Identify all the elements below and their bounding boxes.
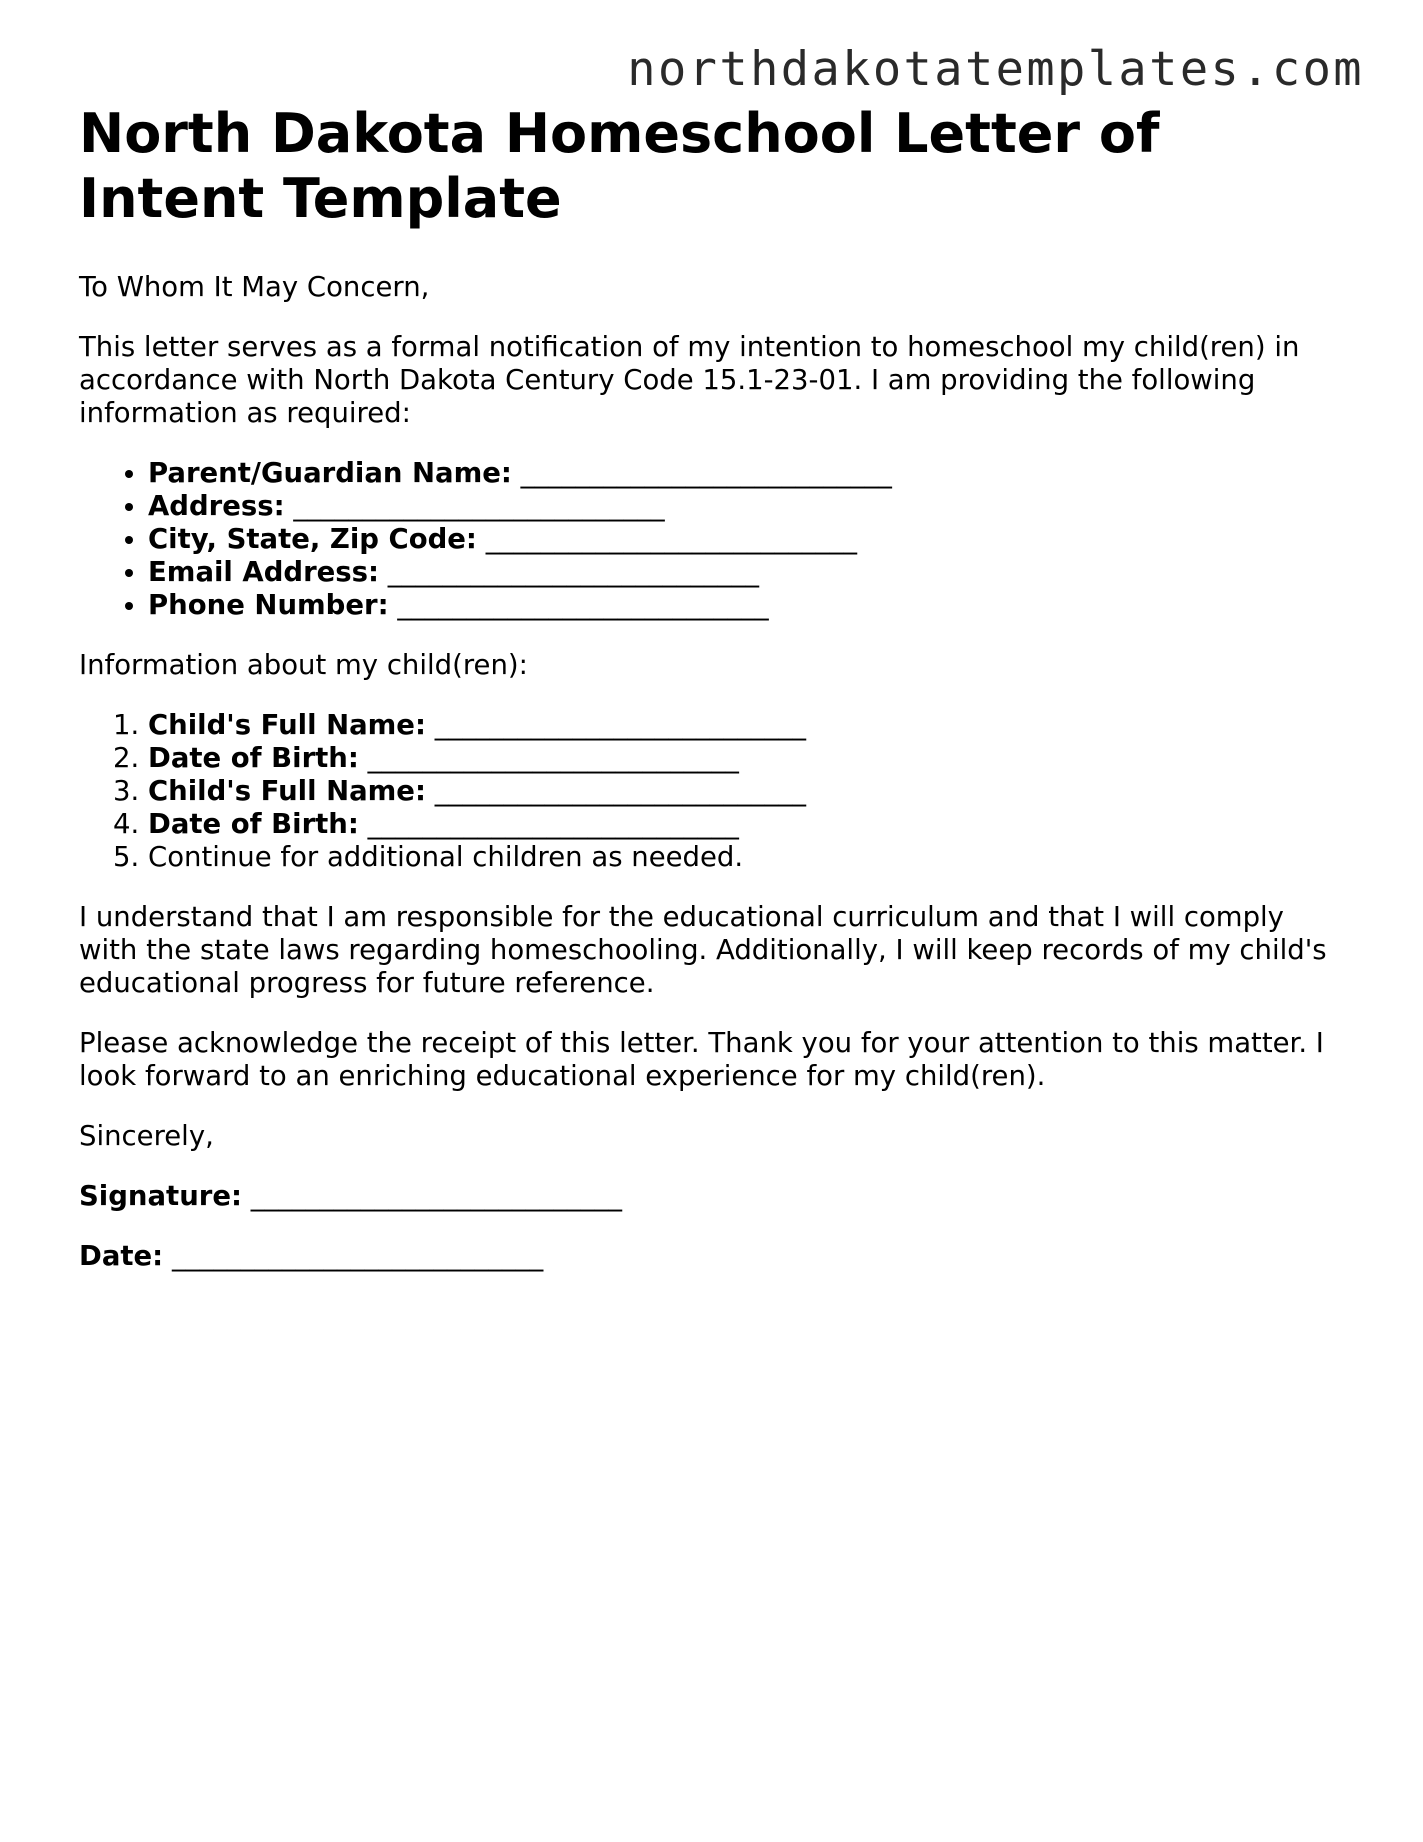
field-label: Child's Full Name: bbox=[148, 709, 426, 741]
blank-line: ___________________________ bbox=[485, 523, 857, 555]
blank-line: ___________________________ bbox=[367, 808, 739, 840]
field-label: Child's Full Name: bbox=[148, 775, 426, 807]
letter-document bbox=[79, 101, 1349, 1273]
sign-off: Sincerely, bbox=[79, 1120, 214, 1152]
list-item-date-of-birth bbox=[148, 742, 1349, 775]
parent-info-list bbox=[79, 457, 1349, 622]
date-label: Date: bbox=[79, 1240, 164, 1272]
intro-paragraph: This letter serves as a formal notification of my intention to homeschool my child(ren) in accordance with North Dakota Century Code 15.1-23-01. I am providing the following information as required: bbox=[79, 331, 1300, 429]
field-label: City, State, Zip Code: bbox=[148, 523, 477, 555]
date-line bbox=[79, 1240, 1349, 1273]
children-intro: Information about my child(ren): bbox=[79, 649, 528, 681]
list-item-city-state-zip bbox=[148, 523, 1349, 556]
blank-line: ___________________________ bbox=[367, 742, 739, 774]
list-item-email bbox=[148, 556, 1349, 589]
children-info-list bbox=[79, 709, 1349, 874]
list-item-phone bbox=[148, 589, 1349, 622]
list-item-continue-note: 5. Continue for additional children as needed. bbox=[148, 841, 1349, 874]
field-label: Email Address: bbox=[148, 556, 380, 588]
blank-line: ___________________________ bbox=[171, 1240, 544, 1272]
signature-line bbox=[79, 1180, 1349, 1213]
closing-paragraph: Please acknowledge the receipt of this letter. Thank you for your attention to this matter. I look forward to an enriching educational experience for my child(ren). bbox=[79, 1027, 1324, 1092]
blank-line: ___________________________ bbox=[397, 589, 769, 621]
list-item-parent-name bbox=[148, 457, 1349, 490]
blank-line: ___________________________ bbox=[434, 709, 806, 741]
list-item-child-name bbox=[148, 775, 1349, 808]
blank-line: ___________________________ bbox=[293, 490, 665, 522]
field-label: Phone Number: bbox=[148, 589, 389, 621]
blank-line: ___________________________ bbox=[387, 556, 760, 588]
blank-line: ___________________________ bbox=[250, 1180, 622, 1212]
blank-line: ___________________________ bbox=[434, 775, 806, 807]
list-item-date-of-birth bbox=[148, 808, 1349, 841]
list-item-child-name bbox=[148, 709, 1349, 742]
field-label: Parent/Guardian Name: bbox=[148, 457, 512, 489]
signature-label: Signature: bbox=[79, 1180, 242, 1212]
list-item-address bbox=[148, 490, 1349, 523]
salutation: To Whom It May Concern, bbox=[79, 271, 430, 303]
field-label: Date of Birth: bbox=[148, 742, 359, 774]
field-label: Address: bbox=[148, 490, 285, 522]
page-title: North Dakota Homeschool Letter of Intent Template bbox=[79, 102, 1160, 230]
field-label: Date of Birth: bbox=[148, 808, 359, 840]
responsibility-paragraph: I understand that I am responsible for the educational curriculum and that I will comply with the state laws regarding homeschooling. Additionally, I will keep records of my child's educational progress for future reference. bbox=[79, 901, 1327, 999]
site-watermark: northdakotatemplates.com bbox=[627, 42, 1364, 97]
blank-line: ___________________________ bbox=[520, 457, 892, 489]
